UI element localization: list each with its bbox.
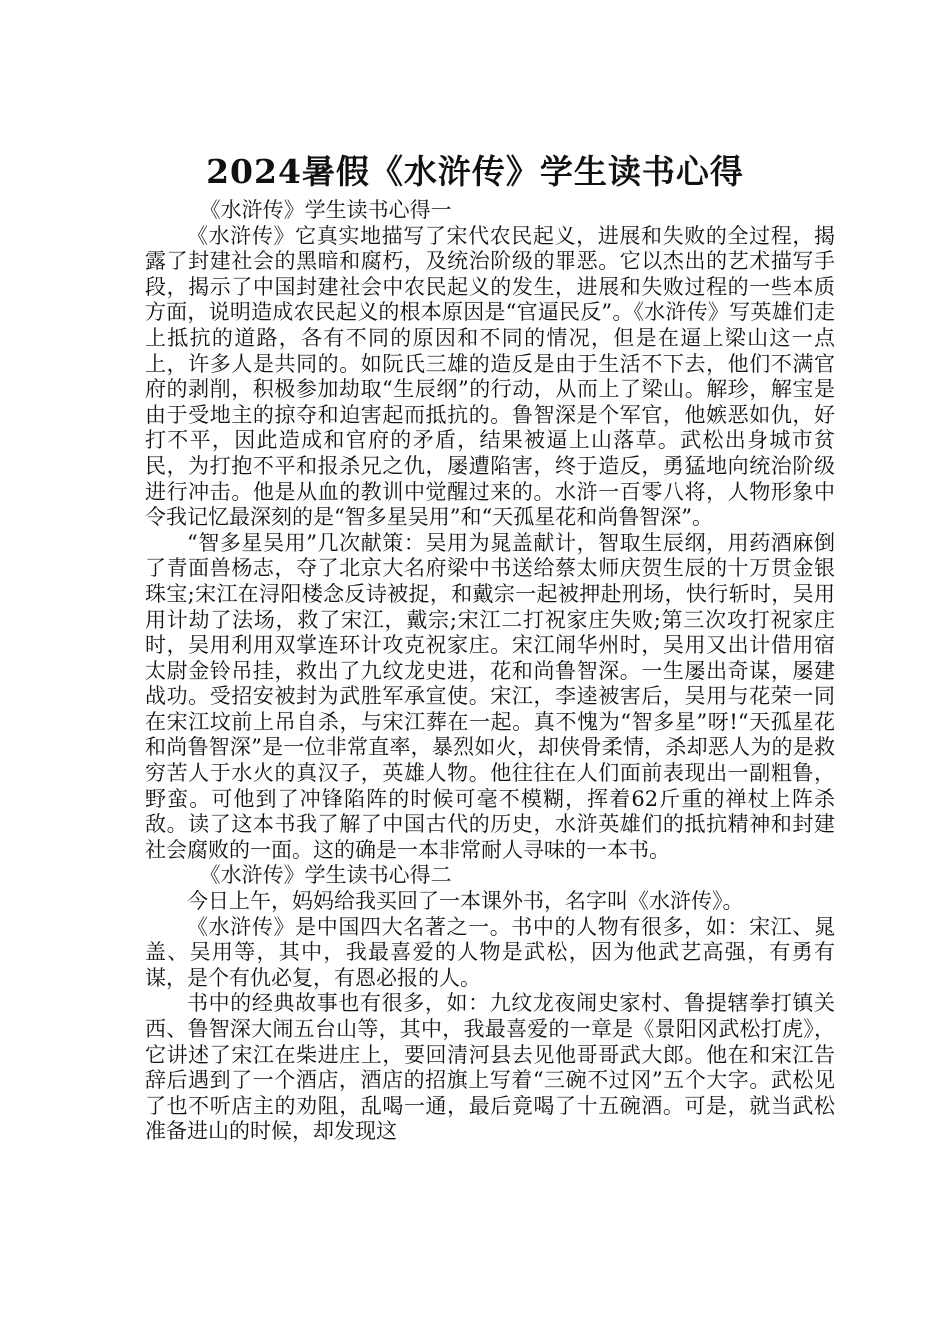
paragraph: 书中的经典故事也有很多，如：九纹龙夜闹史家村、鲁提辖拳打镇关西、鲁智深大闹五台山等，其中，我最喜爱的一章是《景阳冈武松打虎》，它讲述了宋江在柴进庄上，要回清河县去见他哥哥武大郎。他在和宋江告辞后遇到了一个酒店，酒店的招旗上写着“三碗不过冈”五个大字。武松见了也不听店主的劝阻，乱喝一通，最后竟喝了十五碗酒。可是，就当武松准备进山的时候，却发现这 [145, 991, 835, 1144]
paragraph: 《水浒传》它真实地描写了宋代农民起义，进展和失败的全过程，揭露了封建社会的黑暗和腐朽，及统治阶级的罪恶。它以杰出的艺术描写手段，揭示了中国封建社会中农民起义的发生，进展和失败过程的一些本质方面，说明造成农民起义的根本原因是“官逼民反”。《水浒传》写英雄们走上抵抗的道路，各有不同的原因和不同的情况，但是在逼上梁山这一点上，许多人是共同的。如阮氏三雄的造反是由于生活不下去，他们不满官府的剥削，积极参加劫取“生辰纲”的行动，从而上了梁山。解珍，解宝是由于受地主的掠夺和迫害起而抵抗的。鲁智深是个军官，他嫉恶如仇，好打不平，因此造成和官府的矛盾，结果被逼上山落草。武松出身城市贫民，为打抱不平和报杀兄之仇，屡遭陷害，终于造反，勇猛地向统治阶级进行冲击。他是从血的教训中觉醒过来的。水浒一百零八将，人物形象中令我记忆最深刻的是“智多星吴用”和“天孤星花和尚鲁智深”。 [145, 223, 835, 530]
section-heading-two: 《水浒传》学生读书心得二 [199, 863, 452, 888]
paragraph: 《水浒传》是中国四大名著之一。书中的人物有很多，如：宋江、晁盖、吴用等，其中，我最喜爱的人物是武松，因为他武艺高强，有勇有谋，是个有仇必复，有恩必报的人。 [145, 914, 835, 990]
document-body [145, 198, 835, 1145]
paragraph: “智多星吴用”几次献策：吴用为晁盖献计，智取生辰纲，用药酒麻倒了青面兽杨志，夺了北京大名府梁中书送给蔡太师庆贺生辰的十万贯金银珠宝;宋江在浔阳楼念反诗被捉，和戴宗一起被押赴刑场，快行斩时，吴用用计劫了法场，救了宋江，戴宗;宋江二打祝家庄失败;第三次攻打祝家庄时，吴用利用双掌连环计攻克祝家庄。宋江闹华州时，吴用又出计借用宿太尉金铃吊挂，救出了九纹龙史进，花和尚鲁智深。一生屡出奇谋，屡建战功。受招安被封为武胜军承宣使。宋江，李逵被害后，吴用与花荣一同在宋江坟前上吊自杀，与宋江葬在一起。真不愧为“智多星”呀!“天孤星花和尚鲁智深”是一位非常直率，暴烈如火，却侠骨柔情，杀却恶人为的是救穷苦人于水火的真汉子，英雄人物。他往往在人们面前表现出一副粗鲁，野蛮。可他到了冲锋陷阵的时候可毫不模糊，挥着62斤重的禅杖上阵杀敌。读了这本书我了解了中国古代的历史，水浒英雄们的抵抗精神和封建社会腐败的一面。这的确是一本非常耐人寻味的一本书。 [145, 530, 835, 862]
section-heading-one: 《水浒传》学生读书心得一 [199, 198, 452, 222]
document-title: 2024暑假《水浒传》学生读书心得 [206, 152, 744, 192]
paragraph: 今日上午，妈妈给我买回了一本课外书，名字叫《水浒传》。 [187, 889, 744, 914]
